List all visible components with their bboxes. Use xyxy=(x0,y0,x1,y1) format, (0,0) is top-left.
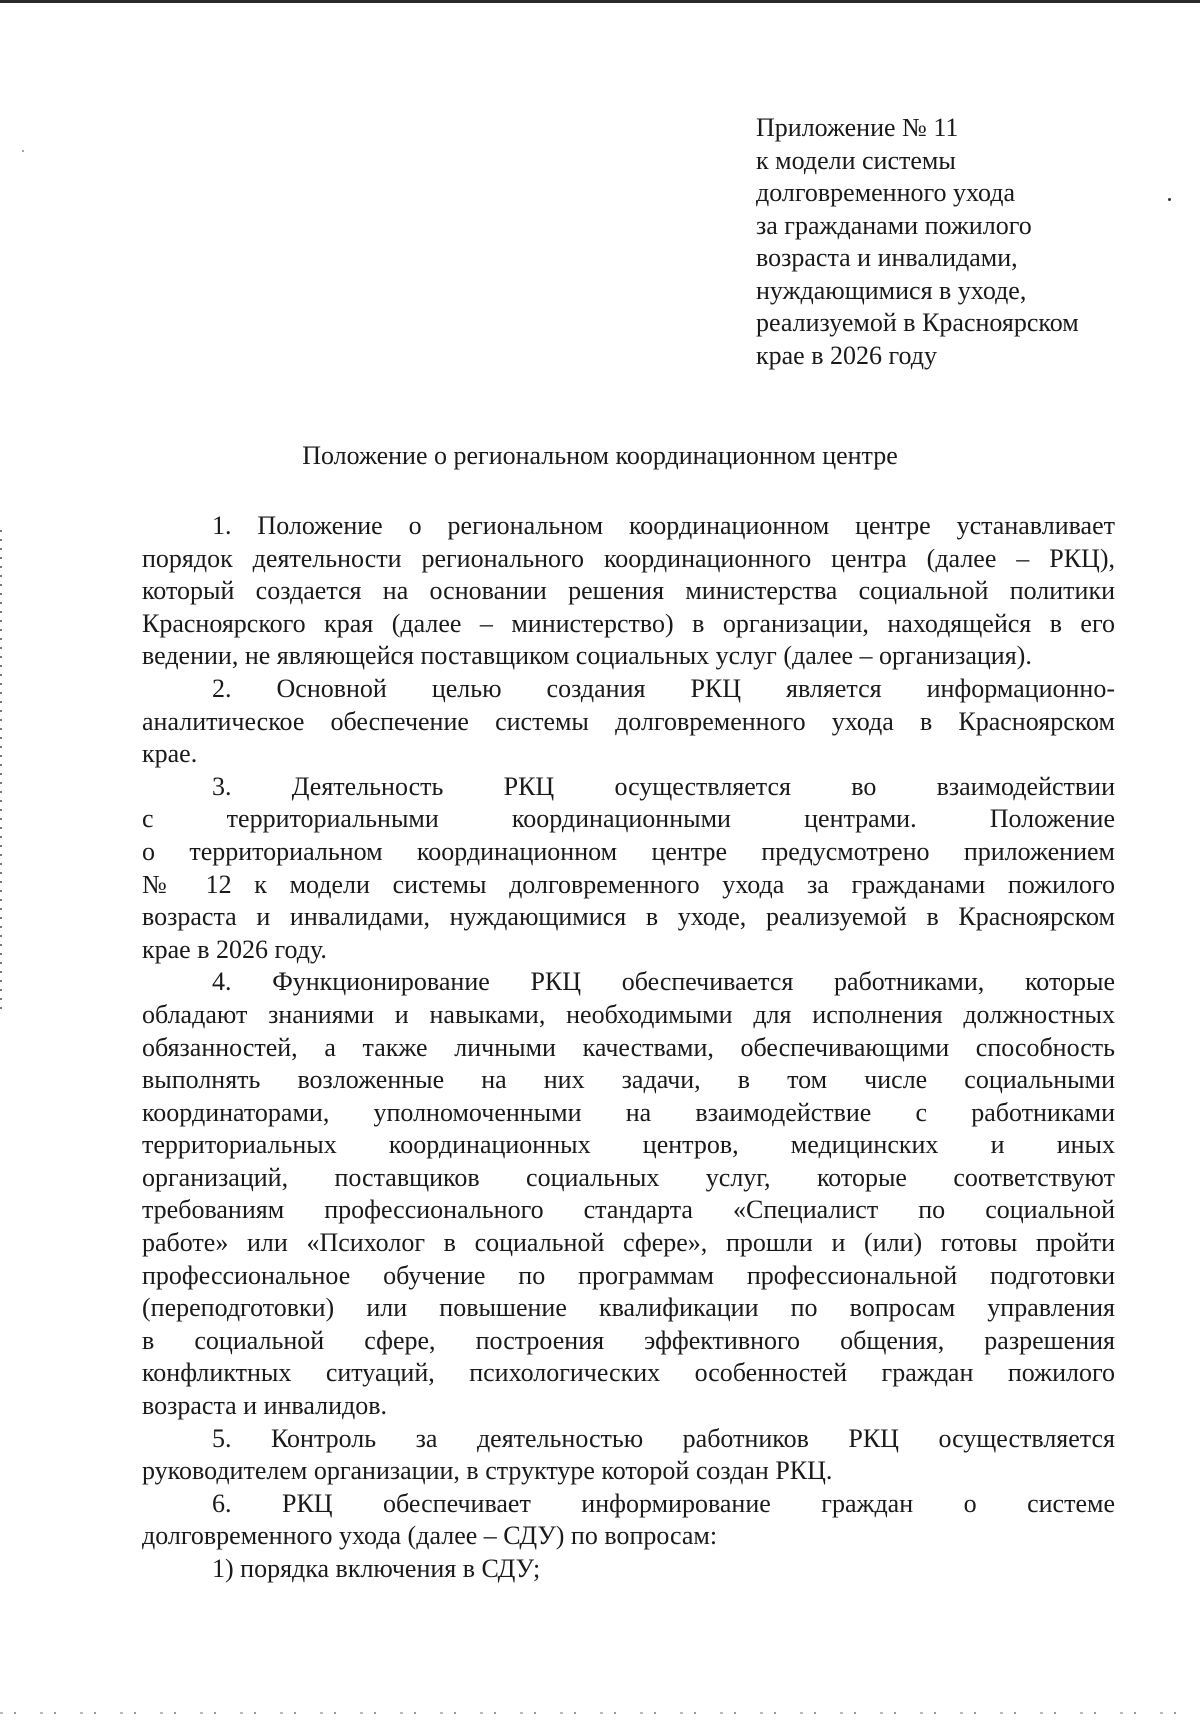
appendix-line: к модели системы xyxy=(756,145,956,175)
appendix-line: реализуемой в Красноярском xyxy=(756,308,1079,337)
paragraph-line: ведении, не являющейся поставщиком социальных услуг (далее – организация). xyxy=(142,641,1032,671)
scan-left-edge xyxy=(0,530,2,1010)
paragraph-line: аналитическое обеспечение системы долговременного ухода в Красноярском xyxy=(142,706,1115,736)
scan-speck xyxy=(22,150,24,152)
paragraph-line: крае. xyxy=(142,739,198,769)
paragraph-line: № 12 к модели системы долговременного ухода за гражданами пожилого xyxy=(142,869,1115,899)
paragraph-line: требованиям профессионального стандарта «Специалист по социальной xyxy=(142,1195,1115,1225)
document-body xyxy=(142,510,1115,1586)
paragraph-line: крае в 2026 году. xyxy=(142,934,327,964)
paragraph-line: 1. Положение о региональном координационном центре устанавливает xyxy=(212,511,1115,540)
paragraph-line: выполнять возложенные на них задачи, в том числе социальными xyxy=(142,1065,1115,1095)
paragraph-line: о территориальном координационном центре предусмотрено приложением xyxy=(142,836,1115,866)
paragraph-line: (переподготовки) или повышение квалификации по вопросам управления xyxy=(142,1293,1115,1323)
paragraph-line: который создается на основании решения министерства социальной политики xyxy=(142,576,1115,606)
paragraph-line: 2. Основной целью создания РКЦ является информационно- xyxy=(212,673,1115,703)
appendix-line: Приложение № 11 xyxy=(756,113,959,142)
appendix-line: нуждающимися в уходе, xyxy=(756,275,1027,305)
paragraph-line: координаторами, уполномоченными на взаимодействие с работниками xyxy=(142,1097,1115,1127)
paragraph-line: 4. Функционирование РКЦ обеспечивается работниками, которые xyxy=(212,967,1115,997)
paragraph-line: в социальной сфере, построения эффективного общения, разрешения xyxy=(142,1325,1115,1355)
paragraph-line: работе» или «Психолог в социальной сфере», прошли и (или) готовы пройти xyxy=(142,1228,1115,1258)
document-title: Положение о региональном координационном центре xyxy=(302,441,898,470)
paragraph-line: 6. РКЦ обеспечивает информирование граждан о системе xyxy=(212,1488,1115,1518)
appendix-note xyxy=(756,112,1176,372)
paragraph-line: руководителем организации, в структуре которой создан РКЦ. xyxy=(142,1456,833,1486)
paragraph-line: территориальных координационных центров, медицинских и иных xyxy=(142,1130,1115,1160)
appendix-line: возраста и инвалидами, xyxy=(756,243,1018,272)
paragraph-line: обладают знаниями и навыками, необходимыми для исполнения должностных xyxy=(142,999,1115,1029)
paragraph-line: Красноярского края (далее – министерство) в организации, находящейся в его xyxy=(142,608,1115,638)
paragraph-line: возраста и инвалидов. xyxy=(142,1391,388,1421)
paragraph-line: возраста и инвалидами, нуждающимися в уходе, реализуемой в Красноярском xyxy=(142,902,1115,932)
paragraph-line: профессиональное обучение по программам профессиональной подготовки xyxy=(142,1260,1115,1290)
paragraph-line: конфликтных ситуаций, психологических особенностей граждан пожилого xyxy=(142,1358,1115,1388)
paragraph-line: с территориальными координационными центрами. Положение xyxy=(142,804,1115,834)
paragraph-line: 3. Деятельность РКЦ осуществляется во взаимодействии xyxy=(212,771,1115,801)
paragraph-line: организаций, поставщиков социальных услуг, которые соответствуют xyxy=(142,1162,1115,1192)
paragraph-line: 1) порядка включения в СДУ; xyxy=(212,1554,541,1583)
scan-top-edge xyxy=(0,0,1200,3)
appendix-line: за гражданами пожилого xyxy=(756,210,1032,240)
appendix-line: крае в 2026 году xyxy=(756,340,937,370)
paragraph-line: долговременного ухода (далее – СДУ) по вопросам: xyxy=(142,1521,718,1551)
paragraph-line: обязанностей, а также личными качествами, обеспечивающими способность xyxy=(142,1032,1115,1062)
appendix-line: долговременного ухода xyxy=(756,178,1016,207)
scan-bottom-edge xyxy=(0,1712,1200,1714)
paragraph-line: порядок деятельности регионального координационного центра (далее – РКЦ), xyxy=(142,543,1115,573)
paragraph-line: 5. Контроль за деятельностью работников РКЦ осуществляется xyxy=(212,1423,1115,1453)
